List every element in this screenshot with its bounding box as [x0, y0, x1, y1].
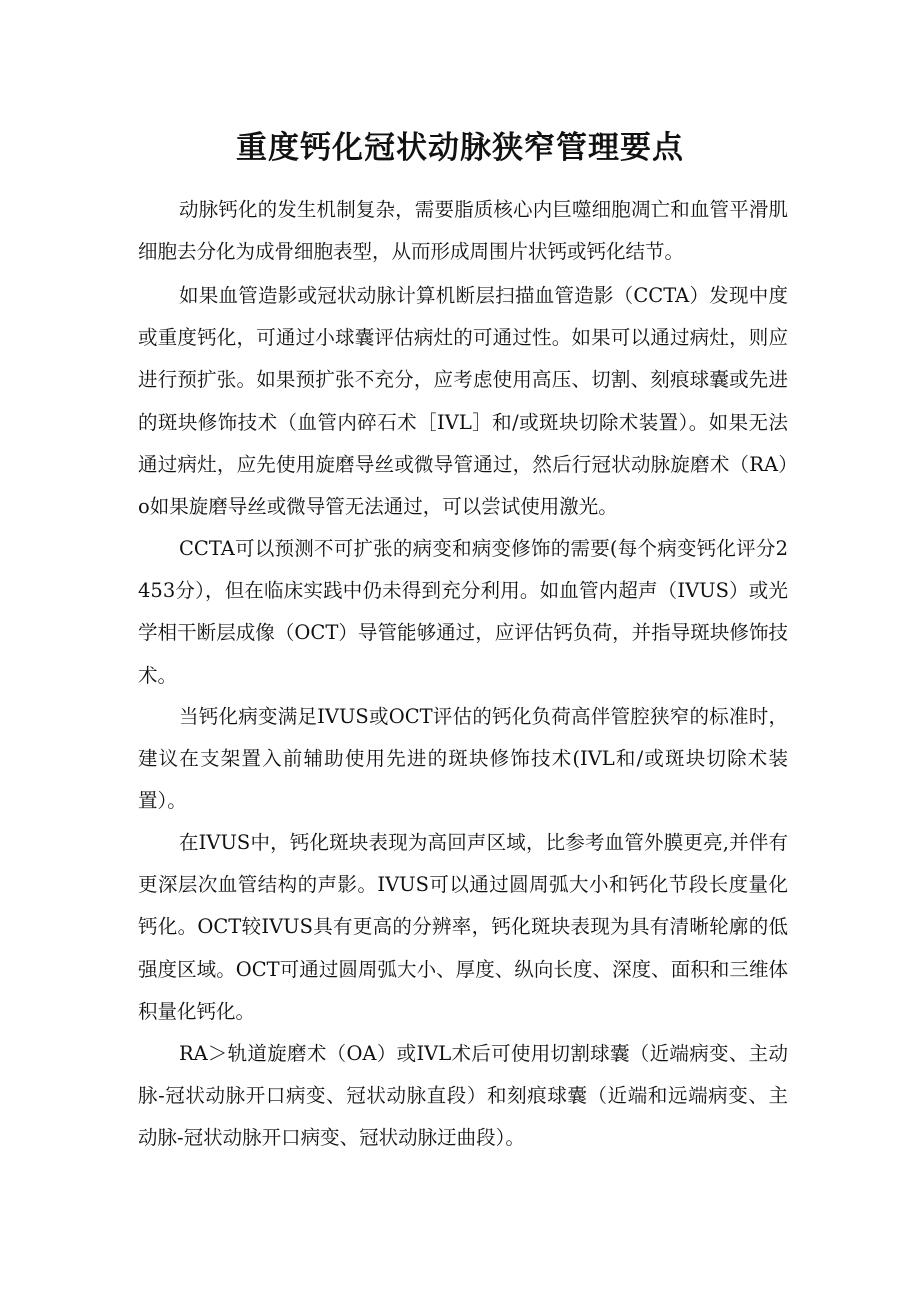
paragraph-ivus-oct-imaging: 在IVUS中，钙化斑块表现为高回声区域，比参考血管外膜更亮,并伴有更深层次血管结构的声影。IVUS可以通过圆周弧大小和钙化节段长度量化钙化。OCT较IVUS具有更高的分辨率，钙化斑块表现为具有清晰轮廓的低强度区域。OCT可通过圆周弧大小、厚度、纵向长度、深度、面积和三维体积量化钙化。: [138, 831, 788, 1023]
paragraph-calcification-mechanism: 动脉钙化的发生机制复杂，需要脂质核心内巨噬细胞凋亡和血管平滑肌细胞去分化为成骨细胞表型，从而形成周围片状钙或钙化结节。: [138, 198, 788, 264]
page-title: 重度钙化冠状动脉狭窄管理要点: [236, 130, 684, 166]
paragraph-balloon-use: RA＞轨道旋磨术（OA）或IVL术后可使用切割球囊（近端病变、主动脉-冠状动脉开口病变、冠状动脉直段）和刻痕球囊（近端和远端病变、主动脉-冠状动脉开口病变、冠状动脉迂曲段）。: [138, 1042, 788, 1150]
paragraph-ccta-prediction: CCTA可以预测不可扩张的病变和病变修饰的需要(每个病变钙化评分2453分），但在临床实践中仍未得到充分利用。如血管内超声（IVUS）或光学相干断层成像（OCT）导管能够通过，应评估钙负荷，并指导斑块修饰技术。: [138, 537, 788, 687]
paragraph-plaque-modification-criteria: 当钙化病变满足IVUS或OCT评估的钙化负荷高伴管腔狭窄的标准时，建议在支架置入前辅助使用先进的斑块修饰技术(IVL和/或斑块切除术装置）。: [138, 705, 788, 813]
paragraph-lesion-crossing-strategy: 如果血管造影或冠状动脉计算机断层扫描血管造影（CCTA）发现中度或重度钙化，可通过小球囊评估病灶的可通过性。如果可以通过病灶，则应进行预扩张。如果预扩张不充分，应考虑使用高压、切割、刻痕球囊或先进的斑块修饰技术（血管内碎石术［IVL］和/或斑块切除术装置）。如果无法通过病灶，应先使用旋磨导丝或微导管通过，然后行冠状动脉旋磨术（RA）o如果旋磨导丝或微导管无法通过，可以尝试使用激光。: [138, 284, 788, 519]
